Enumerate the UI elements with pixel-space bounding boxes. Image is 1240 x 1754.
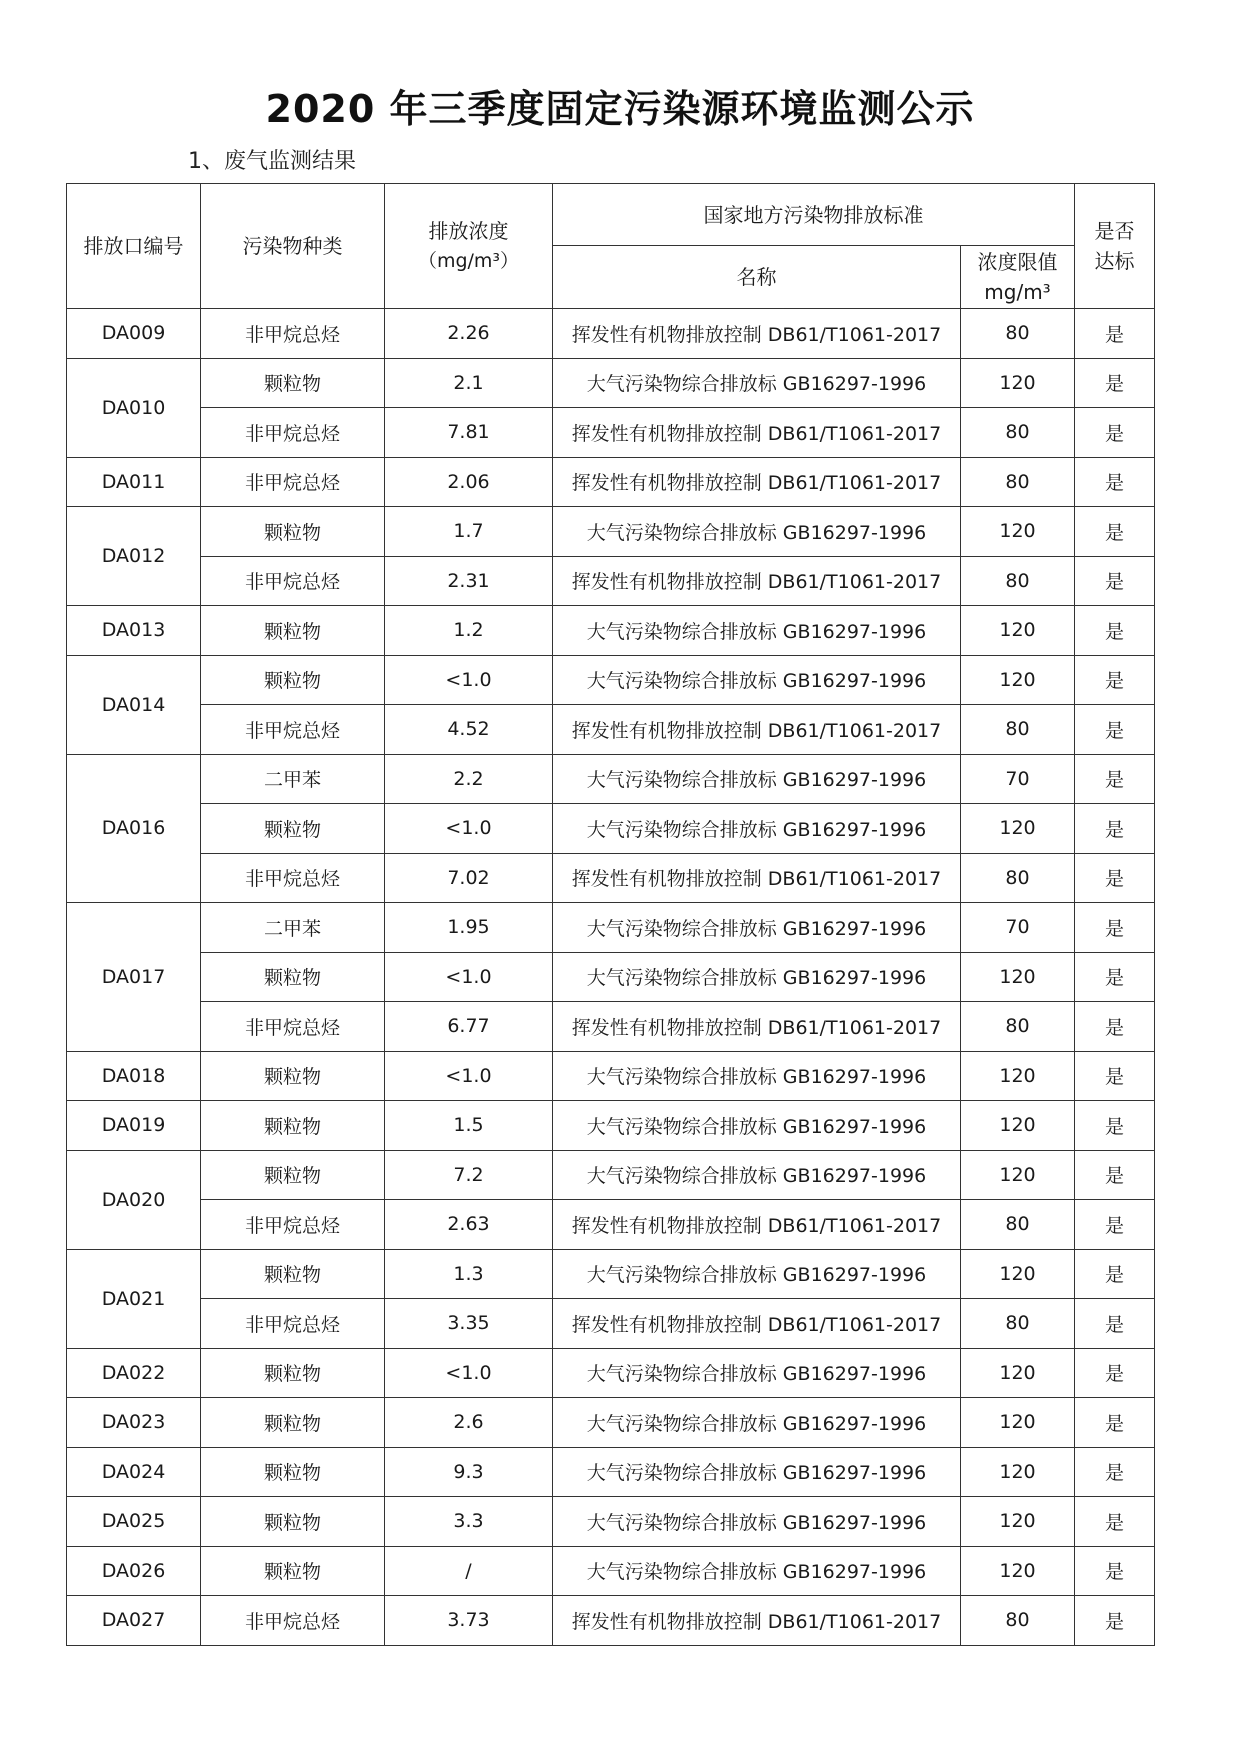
cell-concentration: 3.35	[385, 1299, 553, 1349]
cell-concentration: 2.6	[385, 1398, 553, 1448]
table-header	[67, 184, 1155, 309]
cell-limit: 70	[961, 903, 1075, 953]
cell-outlet: DA016	[67, 754, 201, 903]
cell-standard-name: 大气污染物综合排放标 GB16297-1996	[553, 1497, 961, 1547]
cell-concentration: 9.3	[385, 1447, 553, 1497]
cell-pollutant: 颗粒物	[201, 1249, 385, 1299]
cell-concentration: 1.2	[385, 606, 553, 656]
cell-standard-name: 挥发性有机物排放控制 DB61/T1061-2017	[553, 1596, 961, 1646]
cell-standard-name: 大气污染物综合排放标 GB16297-1996	[553, 754, 961, 804]
cell-concentration: 2.2	[385, 754, 553, 804]
cell-limit: 120	[961, 1150, 1075, 1200]
cell-compliant: 是	[1075, 853, 1155, 903]
cell-limit: 80	[961, 1002, 1075, 1052]
cell-pollutant: 非甲烷总烃	[201, 853, 385, 903]
table-row	[67, 1497, 1155, 1547]
cell-concentration: <1.0	[385, 1051, 553, 1101]
cell-pollutant: 颗粒物	[201, 1348, 385, 1398]
cell-pollutant: 非甲烷总烃	[201, 556, 385, 606]
cell-compliant: 是	[1075, 1596, 1155, 1646]
cell-pollutant: 颗粒物	[201, 1051, 385, 1101]
cell-concentration: 1.5	[385, 1101, 553, 1151]
cell-pollutant: 颗粒物	[201, 1546, 385, 1596]
cell-pollutant: 颗粒物	[201, 804, 385, 854]
cell-limit: 120	[961, 1249, 1075, 1299]
cell-outlet: DA026	[67, 1546, 201, 1596]
cell-concentration: 4.52	[385, 705, 553, 755]
table-row	[67, 952, 1155, 1002]
cell-limit: 120	[961, 358, 1075, 408]
cell-limit: 70	[961, 754, 1075, 804]
table-row	[67, 309, 1155, 359]
cell-pollutant: 非甲烷总烃	[201, 1299, 385, 1349]
table-row	[67, 1249, 1155, 1299]
cell-outlet: DA011	[67, 457, 201, 507]
cell-limit: 120	[961, 507, 1075, 557]
cell-concentration: 2.31	[385, 556, 553, 606]
cell-compliant: 是	[1075, 804, 1155, 854]
cell-compliant: 是	[1075, 754, 1155, 804]
cell-pollutant: 颗粒物	[201, 1398, 385, 1448]
cell-concentration: 2.63	[385, 1200, 553, 1250]
cell-compliant: 是	[1075, 952, 1155, 1002]
cell-outlet: DA014	[67, 655, 201, 754]
cell-standard-name: 挥发性有机物排放控制 DB61/T1061-2017	[553, 705, 961, 755]
cell-concentration: <1.0	[385, 655, 553, 705]
table-body	[67, 309, 1155, 1646]
table-row	[67, 853, 1155, 903]
table-row	[67, 903, 1155, 953]
table-row	[67, 1101, 1155, 1151]
cell-concentration: 1.95	[385, 903, 553, 953]
table-row	[67, 804, 1155, 854]
cell-compliant: 是	[1075, 1249, 1155, 1299]
table-row	[67, 655, 1155, 705]
table-row	[67, 705, 1155, 755]
table-row	[67, 1596, 1155, 1646]
cell-pollutant: 颗粒物	[201, 952, 385, 1002]
cell-compliant: 是	[1075, 1200, 1155, 1250]
cell-pollutant: 非甲烷总烃	[201, 408, 385, 458]
cell-outlet: DA027	[67, 1596, 201, 1646]
cell-standard-name: 大气污染物综合排放标 GB16297-1996	[553, 358, 961, 408]
cell-pollutant: 颗粒物	[201, 1101, 385, 1151]
cell-pollutant: 颗粒物	[201, 606, 385, 656]
cell-pollutant: 颗粒物	[201, 507, 385, 557]
cell-compliant: 是	[1075, 309, 1155, 359]
cell-outlet: DA022	[67, 1348, 201, 1398]
cell-pollutant: 颗粒物	[201, 1497, 385, 1547]
cell-concentration: 7.81	[385, 408, 553, 458]
cell-concentration: 1.7	[385, 507, 553, 557]
cell-standard-name: 挥发性有机物排放控制 DB61/T1061-2017	[553, 309, 961, 359]
cell-pollutant: 非甲烷总烃	[201, 1002, 385, 1052]
table-row	[67, 606, 1155, 656]
cell-limit: 120	[961, 1497, 1075, 1547]
cell-compliant: 是	[1075, 1051, 1155, 1101]
header-concentration-unit: （mg/m³）	[417, 250, 520, 272]
cell-concentration: 2.26	[385, 309, 553, 359]
cell-standard-name: 大气污染物综合排放标 GB16297-1996	[553, 804, 961, 854]
cell-compliant: 是	[1075, 655, 1155, 705]
cell-standard-name: 挥发性有机物排放控制 DB61/T1061-2017	[553, 457, 961, 507]
cell-outlet: DA019	[67, 1101, 201, 1151]
cell-standard-name: 大气污染物综合排放标 GB16297-1996	[553, 1398, 961, 1448]
cell-pollutant: 非甲烷总烃	[201, 457, 385, 507]
header-compliant-line2: 达标	[1094, 249, 1135, 273]
header-standard-group: 国家地方污染物排放标准	[553, 184, 1075, 246]
cell-standard-name: 大气污染物综合排放标 GB16297-1996	[553, 655, 961, 705]
header-limit-unit: mg/m³	[984, 280, 1051, 304]
cell-concentration: <1.0	[385, 952, 553, 1002]
table-row	[67, 358, 1155, 408]
cell-pollutant: 颗粒物	[201, 358, 385, 408]
header-compliant	[1075, 184, 1155, 309]
table-row	[67, 507, 1155, 557]
cell-concentration: 7.02	[385, 853, 553, 903]
section-heading: 1、废气监测结果	[188, 149, 356, 174]
cell-pollutant: 非甲烷总烃	[201, 1596, 385, 1646]
cell-limit: 80	[961, 556, 1075, 606]
cell-pollutant: 非甲烷总烃	[201, 1200, 385, 1250]
cell-standard-name: 挥发性有机物排放控制 DB61/T1061-2017	[553, 408, 961, 458]
cell-limit: 120	[961, 1051, 1075, 1101]
cell-compliant: 是	[1075, 1348, 1155, 1398]
cell-limit: 80	[961, 705, 1075, 755]
table-row	[67, 754, 1155, 804]
cell-limit: 120	[961, 1348, 1075, 1398]
cell-outlet: DA017	[67, 903, 201, 1052]
cell-standard-name: 大气污染物综合排放标 GB16297-1996	[553, 1051, 961, 1101]
cell-pollutant: 颗粒物	[201, 1150, 385, 1200]
cell-standard-name: 挥发性有机物排放控制 DB61/T1061-2017	[553, 1299, 961, 1349]
cell-outlet: DA025	[67, 1497, 201, 1547]
cell-compliant: 是	[1075, 1497, 1155, 1547]
cell-compliant: 是	[1075, 507, 1155, 557]
header-compliant-line1: 是否	[1094, 219, 1135, 243]
cell-limit: 120	[961, 952, 1075, 1002]
header-concentration-label: 排放浓度	[428, 219, 509, 243]
cell-compliant: 是	[1075, 1546, 1155, 1596]
cell-concentration: /	[385, 1546, 553, 1596]
cell-limit: 120	[961, 1101, 1075, 1151]
header-limit-label: 浓度限值	[977, 250, 1058, 274]
cell-outlet: DA010	[67, 358, 201, 457]
header-outlet: 排放口编号	[67, 184, 201, 309]
cell-limit: 120	[961, 804, 1075, 854]
cell-limit: 80	[961, 1200, 1075, 1250]
cell-standard-name: 大气污染物综合排放标 GB16297-1996	[553, 1447, 961, 1497]
cell-standard-name: 挥发性有机物排放控制 DB61/T1061-2017	[553, 853, 961, 903]
cell-outlet: DA013	[67, 606, 201, 656]
cell-limit: 120	[961, 1546, 1075, 1596]
cell-standard-name: 大气污染物综合排放标 GB16297-1996	[553, 507, 961, 557]
cell-concentration: <1.0	[385, 804, 553, 854]
cell-concentration: 3.73	[385, 1596, 553, 1646]
cell-pollutant: 颗粒物	[201, 655, 385, 705]
table-row	[67, 1200, 1155, 1250]
cell-limit: 80	[961, 309, 1075, 359]
cell-limit: 80	[961, 408, 1075, 458]
cell-pollutant: 非甲烷总烃	[201, 705, 385, 755]
cell-standard-name: 大气污染物综合排放标 GB16297-1996	[553, 952, 961, 1002]
cell-limit: 80	[961, 457, 1075, 507]
table-row	[67, 457, 1155, 507]
cell-pollutant: 非甲烷总烃	[201, 309, 385, 359]
table-row	[67, 1398, 1155, 1448]
cell-standard-name: 大气污染物综合排放标 GB16297-1996	[553, 1101, 961, 1151]
table-row	[67, 1299, 1155, 1349]
cell-compliant: 是	[1075, 1447, 1155, 1497]
header-standard-name: 名称	[553, 246, 961, 309]
cell-concentration: 2.1	[385, 358, 553, 408]
cell-outlet: DA020	[67, 1150, 201, 1249]
table-row	[67, 1002, 1155, 1052]
cell-limit: 120	[961, 606, 1075, 656]
cell-outlet: DA018	[67, 1051, 201, 1101]
cell-standard-name: 挥发性有机物排放控制 DB61/T1061-2017	[553, 1200, 961, 1250]
cell-compliant: 是	[1075, 903, 1155, 953]
page-title: 2020 年三季度固定污染源环境监测公示	[265, 87, 975, 131]
cell-compliant: 是	[1075, 358, 1155, 408]
cell-limit: 80	[961, 1299, 1075, 1349]
cell-concentration: 2.06	[385, 457, 553, 507]
cell-limit: 120	[961, 1398, 1075, 1448]
table-row	[67, 1150, 1155, 1200]
cell-standard-name: 大气污染物综合排放标 GB16297-1996	[553, 1249, 961, 1299]
table-row	[67, 1546, 1155, 1596]
table-row	[67, 1447, 1155, 1497]
cell-limit: 120	[961, 655, 1075, 705]
cell-outlet: DA009	[67, 309, 201, 359]
cell-standard-name: 大气污染物综合排放标 GB16297-1996	[553, 1546, 961, 1596]
cell-compliant: 是	[1075, 1150, 1155, 1200]
table-row	[67, 556, 1155, 606]
cell-standard-name: 大气污染物综合排放标 GB16297-1996	[553, 903, 961, 953]
cell-limit: 80	[961, 1596, 1075, 1646]
emission-results-table	[66, 183, 1155, 1646]
cell-pollutant: 二甲苯	[201, 903, 385, 953]
table-row	[67, 1348, 1155, 1398]
cell-concentration: 1.3	[385, 1249, 553, 1299]
cell-standard-name: 大气污染物综合排放标 GB16297-1996	[553, 1348, 961, 1398]
cell-concentration: 7.2	[385, 1150, 553, 1200]
cell-compliant: 是	[1075, 606, 1155, 656]
cell-outlet: DA021	[67, 1249, 201, 1348]
cell-pollutant: 二甲苯	[201, 754, 385, 804]
cell-standard-name: 挥发性有机物排放控制 DB61/T1061-2017	[553, 556, 961, 606]
cell-compliant: 是	[1075, 1299, 1155, 1349]
cell-standard-name: 大气污染物综合排放标 GB16297-1996	[553, 606, 961, 656]
cell-compliant: 是	[1075, 556, 1155, 606]
cell-outlet: DA023	[67, 1398, 201, 1448]
header-pollutant: 污染物种类	[201, 184, 385, 309]
header-concentration	[385, 184, 553, 309]
cell-standard-name: 大气污染物综合排放标 GB16297-1996	[553, 1150, 961, 1200]
cell-compliant: 是	[1075, 457, 1155, 507]
cell-limit: 80	[961, 853, 1075, 903]
cell-limit: 120	[961, 1447, 1075, 1497]
cell-compliant: 是	[1075, 1398, 1155, 1448]
cell-outlet: DA012	[67, 507, 201, 606]
cell-compliant: 是	[1075, 1101, 1155, 1151]
table-row	[67, 1051, 1155, 1101]
cell-concentration: 3.3	[385, 1497, 553, 1547]
table-row	[67, 408, 1155, 458]
cell-pollutant: 颗粒物	[201, 1447, 385, 1497]
cell-concentration: <1.0	[385, 1348, 553, 1398]
cell-compliant: 是	[1075, 408, 1155, 458]
cell-outlet: DA024	[67, 1447, 201, 1497]
cell-compliant: 是	[1075, 1002, 1155, 1052]
cell-concentration: 6.77	[385, 1002, 553, 1052]
header-limit	[961, 246, 1075, 309]
cell-compliant: 是	[1075, 705, 1155, 755]
cell-standard-name: 挥发性有机物排放控制 DB61/T1061-2017	[553, 1002, 961, 1052]
